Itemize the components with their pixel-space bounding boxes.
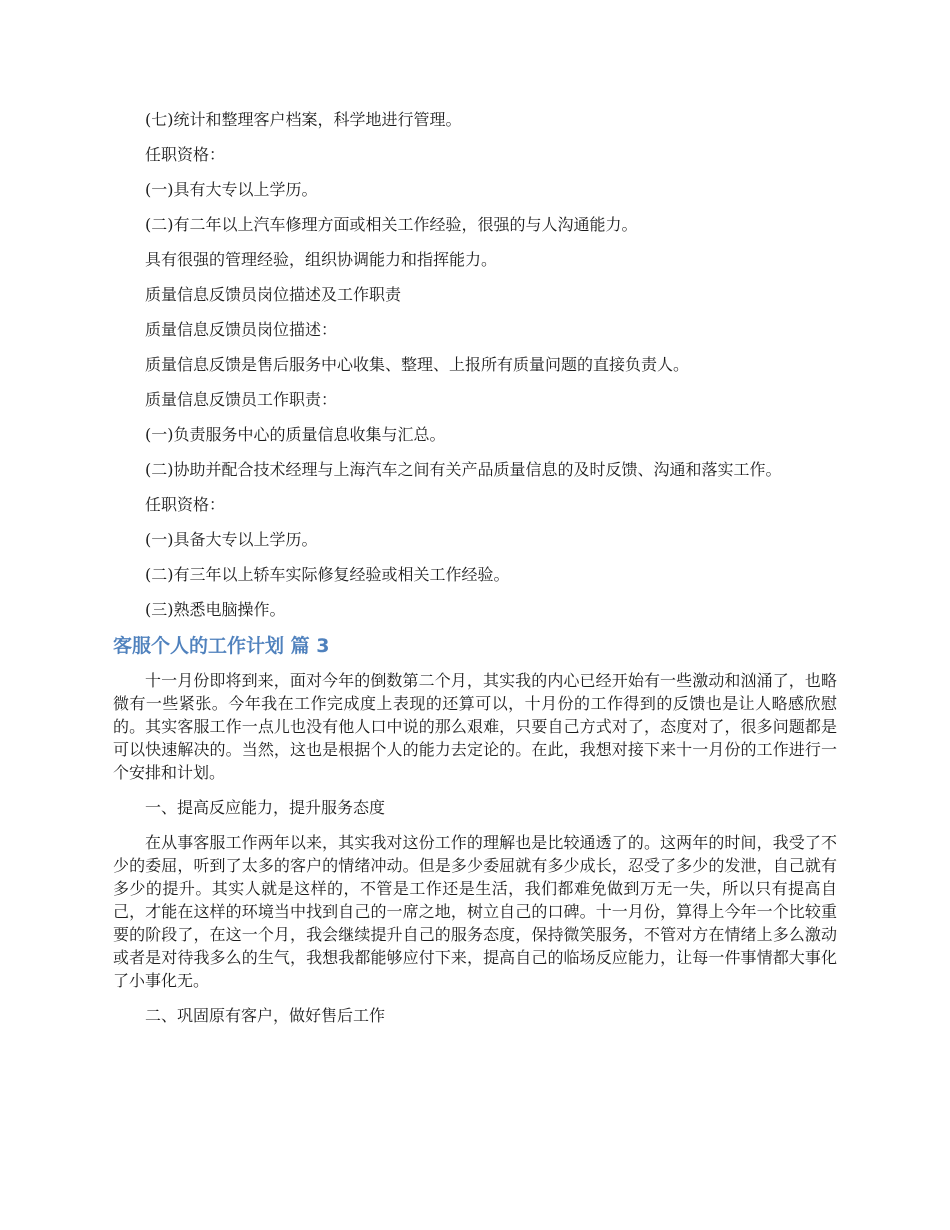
- paragraph: (一)负责服务中心的质量信息收集与汇总。: [145, 425, 446, 444]
- paragraph: (一)具有大专以上学历。: [145, 180, 318, 199]
- paragraph: 任职资格：: [145, 145, 226, 164]
- paragraph: 质量信息反馈员工作职责：: [145, 390, 338, 409]
- paragraph: 质量信息反馈员岗位描述：: [145, 320, 338, 339]
- paragraph: 具有很强的管理经验，组织协调能力和指挥能力。: [145, 250, 498, 269]
- paragraph: (七)统计和整理客户档案，科学地进行管理。: [145, 110, 462, 129]
- paragraph: (二)有三年以上轿车实际修复经验或相关工作经验。: [145, 565, 510, 584]
- paragraph: 质量信息反馈员岗位描述及工作职责: [145, 285, 402, 304]
- document-page: [113, 108, 837, 1039]
- paragraph: (二)协助并配合技术经理与上海汽车之间有关产品质量信息的及时反馈、沟通和落实工作。: [145, 460, 782, 479]
- paragraph: 在从事客服工作两年以来，其实我对这份工作的理解也是比较通透了的。这两年的时间，我受了不少的委屈，听到了太多的客户的情绪冲动。但是多少委屈就有多少成长，忍受了多少的发泄，自己就有多少的提升。其实人就是这样的，不管是工作还是生活，我们都难免做到万无一失，所以只有提高自己，才能在这样的环境当中找到自己的一席之地，树立自己的口碑。十一月份，算得上今年一个比较重要的阶段了，在这一个月，我会继续提升自己的服务态度，保持微笑服务，不管对方在情绪上多么激动或者是对待我多么的生气，我想我都能够应付下来，提高自己的临场反应能力，让每一件事情都大事化了小事化无。: [113, 833, 837, 990]
- paragraph: 十一月份即将到来，面对今年的倒数第二个月，其实我的内心已经开始有一些激动和汹涌了，也略微有一些紧张。今年我在工作完成度上表现的还算可以，十月份的工作得到的反馈也是让人略感欣慰的。其实客服工作一点儿也没有他人口中说的那么艰难，只要自己方式对了，态度对了，很多问题都是可以快速解决的。当然，这也是根据个人的能力去定论的。在此，我想对接下来十一月份的工作进行一个安排和计划。: [113, 671, 837, 782]
- paragraph: (一)具备大专以上学历。: [145, 530, 318, 549]
- paragraph: 任职资格：: [145, 495, 226, 514]
- paragraph: 质量信息反馈是售后服务中心收集、整理、上报所有质量问题的直接负责人。: [145, 355, 690, 374]
- section-heading: 客服个人的工作计划 篇 3: [113, 635, 330, 657]
- paragraph: (二)有二年以上汽车修理方面或相关工作经验，很强的与人沟通能力。: [145, 215, 638, 234]
- paragraph: 二、巩固原有客户，做好售后工作: [145, 1006, 386, 1025]
- paragraph: (三)熟悉电脑操作。: [145, 600, 286, 619]
- paragraph: 一、提高反应能力，提升服务态度: [145, 798, 386, 817]
